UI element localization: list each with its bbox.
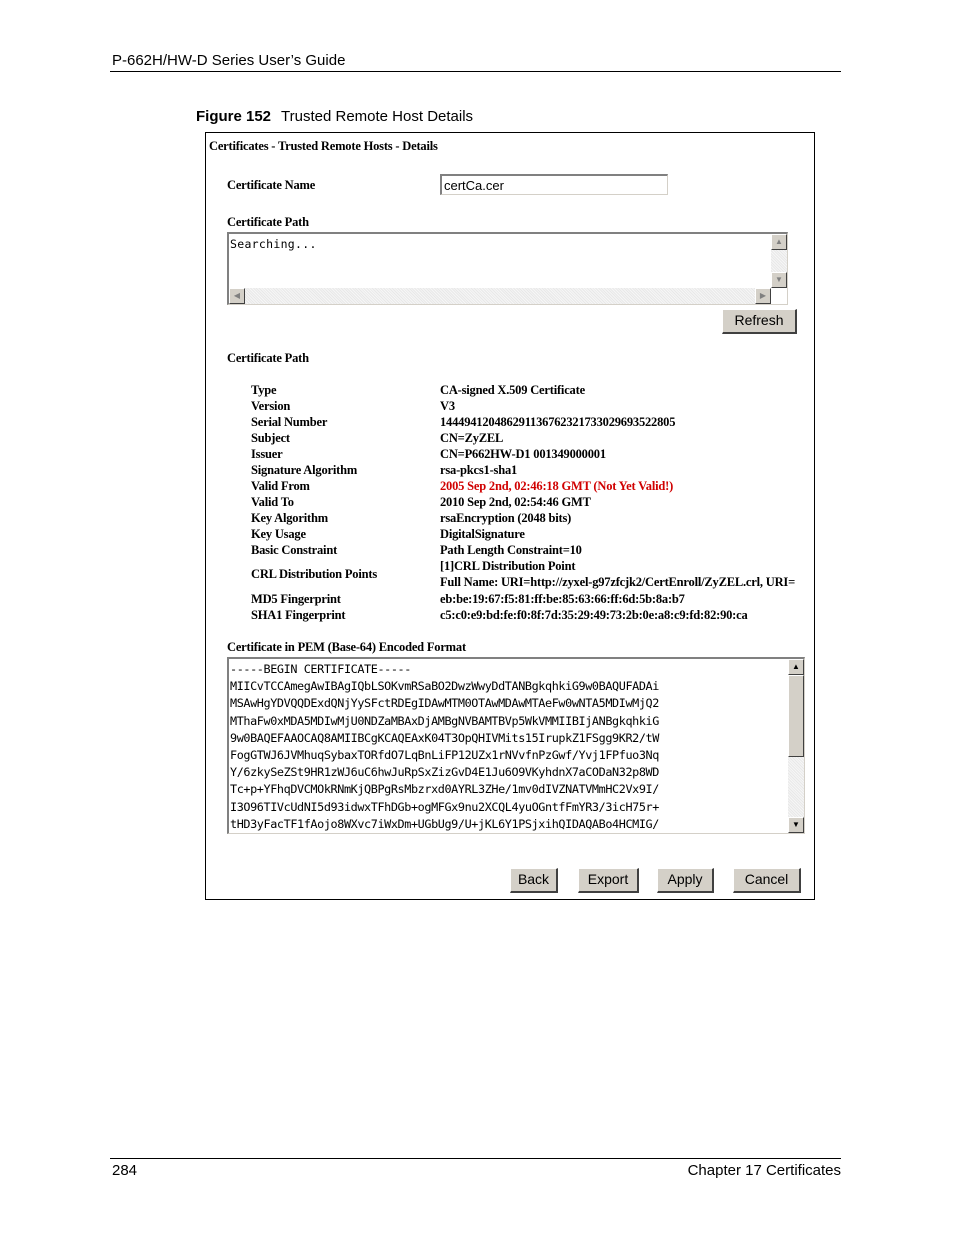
scroll-right-icon[interactable]: ▶: [755, 288, 771, 304]
running-header: P-662H/HW-D Series User’s Guide: [112, 52, 346, 69]
detail-value-issuer: CN=P662HW-D1 001349000001: [440, 447, 606, 461]
md5-value: eb:be:19:67:f5:81:ff:be:85:63:66:ff:6d:5b:8a:b7: [440, 592, 685, 606]
detail-key-issuer: Issuer: [251, 447, 283, 461]
panel-title: Certificates - Trusted Remote Hosts - Details: [209, 139, 438, 153]
pem-text: [230, 661, 659, 833]
pem-line: 9w0BAQEFAAOCAQ8AMIIBCgKCAQEAxK04T3OpQHIVMits15IrupkZ1FSgg9KR2/tW: [230, 730, 659, 745]
cert-path-textarea[interactable]: [227, 232, 788, 305]
figure-label: Figure 152: [196, 108, 272, 125]
cert-name-input[interactable]: certCa.cer: [440, 174, 668, 195]
header-rule: [110, 71, 841, 72]
detail-value-valid-to: 2010 Sep 2nd, 02:54:46 GMT: [440, 495, 591, 509]
refresh-button[interactable]: Refresh: [722, 309, 797, 334]
sha1-label: SHA1 Fingerprint: [251, 608, 346, 622]
path-horizontal-scrollbar[interactable]: [229, 288, 771, 304]
cert-path-label: Certificate Path: [227, 215, 309, 229]
cert-name-label: Certificate Name: [227, 178, 316, 192]
detail-value-sig-alg: rsa-pkcs1-sha1: [440, 463, 518, 477]
pem-vertical-scrollbar[interactable]: [788, 659, 804, 833]
pem-line: Y/6zkySeZSt9HR1zWJ6uC6hwJuRpSxZizGvD4E1Ju6O9VKyhdnX7aCODaN32p8WD: [230, 765, 659, 780]
back-button[interactable]: Back: [510, 868, 558, 893]
crl-line1: [1]CRL Distribution Point: [440, 559, 576, 573]
pem-line: Tc+p+YFhqDVCMOkRNmKjQBPgRsMbzrxd0AYRL3ZHe/1mv0dIVZNATVMmHC2Vx9I/: [230, 782, 659, 797]
pem-line: I3O96TIVcUdNI5d93idwxTFhDGb+ogMFGx9nu2XCQL4yuOGntfFmYR3/3icH75r+: [230, 799, 659, 814]
page-number: 284: [112, 1162, 138, 1179]
detail-value-version: V3: [440, 399, 455, 413]
md5-label: MD5 Fingerprint: [251, 592, 341, 606]
pem-line: -----BEGIN CERTIFICATE-----: [230, 662, 411, 676]
detail-key-version: Version: [251, 399, 291, 413]
detail-key-key-alg: Key Algorithm: [251, 511, 328, 525]
cert-path-heading: Certificate Path: [227, 351, 309, 365]
detail-key-subject: Subject: [251, 431, 290, 445]
detail-value-basic-constraint: Path Length Constraint=10: [440, 543, 582, 557]
detail-value-key-alg: rsaEncryption (2048 bits): [440, 511, 572, 525]
scroll-down-icon[interactable]: ▼: [788, 817, 804, 833]
path-vertical-scrollbar[interactable]: [771, 234, 787, 288]
pem-textarea[interactable]: [227, 657, 805, 834]
export-button[interactable]: Export: [578, 868, 639, 893]
cancel-button[interactable]: Cancel: [733, 868, 801, 893]
detail-key-valid-from: Valid From: [251, 479, 310, 493]
sha1-value: c5:c0:e9:bd:fe:f0:8f:7d:35:29:49:73:2b:0e:a8:c9:fd:82:90:ca: [440, 608, 748, 622]
detail-value-subject: CN=ZyZEL: [440, 431, 504, 445]
pem-label: Certificate in PEM (Base-64) Encoded Format: [227, 640, 466, 654]
detail-key-valid-to: Valid To: [251, 495, 294, 509]
detail-value-serial: 144494120486291136762321733029693522805: [440, 415, 676, 429]
scroll-up-icon[interactable]: ▲: [788, 659, 804, 675]
chapter-title: Chapter 17 Certificates: [687, 1162, 841, 1179]
scroll-thumb[interactable]: [788, 675, 804, 757]
pem-line: MIICvTCCAmegAwIBAgIQbLSOKvmRSaBO2DwzWwyDdTANBgkqhkiG9w0BAQUFADAi: [230, 679, 659, 694]
pem-line: MThaFw0xMDA5MDIwMjU0NDZaMBAxDjAMBgNVBAMTBVp5WkVMMIIBIjANBgkqhkiG: [230, 713, 659, 728]
detail-key-type: Type: [251, 383, 277, 397]
pem-line: FogGTWJ6JVMhuqSybaxTORfdO7LqBnLiFP12UZx1rNVvfnPzGwf/Yvj1FPfuo3Nq: [230, 747, 659, 762]
scroll-left-icon[interactable]: ◀: [229, 288, 245, 304]
crl-line2-clip: [440, 575, 815, 592]
detail-key-key-usage: Key Usage: [251, 527, 306, 541]
detail-key-basic-constraint: Basic Constraint: [251, 543, 338, 557]
apply-button[interactable]: Apply: [657, 868, 714, 893]
crl-label: CRL Distribution Points: [251, 567, 377, 581]
pem-line: tHD3yFacTF1fAojo8WXvc7iWxDm+UGbUg9/U+jKL6Y1PSjxihQIDAQABo4HCMIG/: [230, 816, 659, 831]
detail-value-valid-from: 2005 Sep 2nd, 02:46:18 GMT (Not Yet Valid!): [440, 479, 674, 493]
scroll-down-icon[interactable]: ▼: [771, 272, 787, 288]
figure-caption: [196, 108, 473, 125]
footer-rule: [110, 1158, 841, 1159]
pem-line: MSAwHgYDVQQDExdQNjYySFctRDEgIDAwMTM0OTAwMDAwMTAeFw0wNTA5MDIwMjQ2: [230, 696, 659, 711]
detail-value-key-usage: DigitalSignature: [440, 527, 525, 541]
figure-title: Trusted Remote Host Details: [281, 108, 474, 125]
detail-value-type: CA-signed X.509 Certificate: [440, 383, 585, 397]
scroll-up-icon[interactable]: ▲: [771, 234, 787, 250]
detail-key-sig-alg: Signature Algorithm: [251, 463, 358, 477]
crl-line2: Full Name: URI=http://zyxel-g97zfcjk2/CertEnroll/ZyZEL.crl, URI=: [440, 575, 795, 589]
cert-path-text: Searching...: [230, 237, 317, 251]
detail-key-serial: Serial Number: [251, 415, 328, 429]
